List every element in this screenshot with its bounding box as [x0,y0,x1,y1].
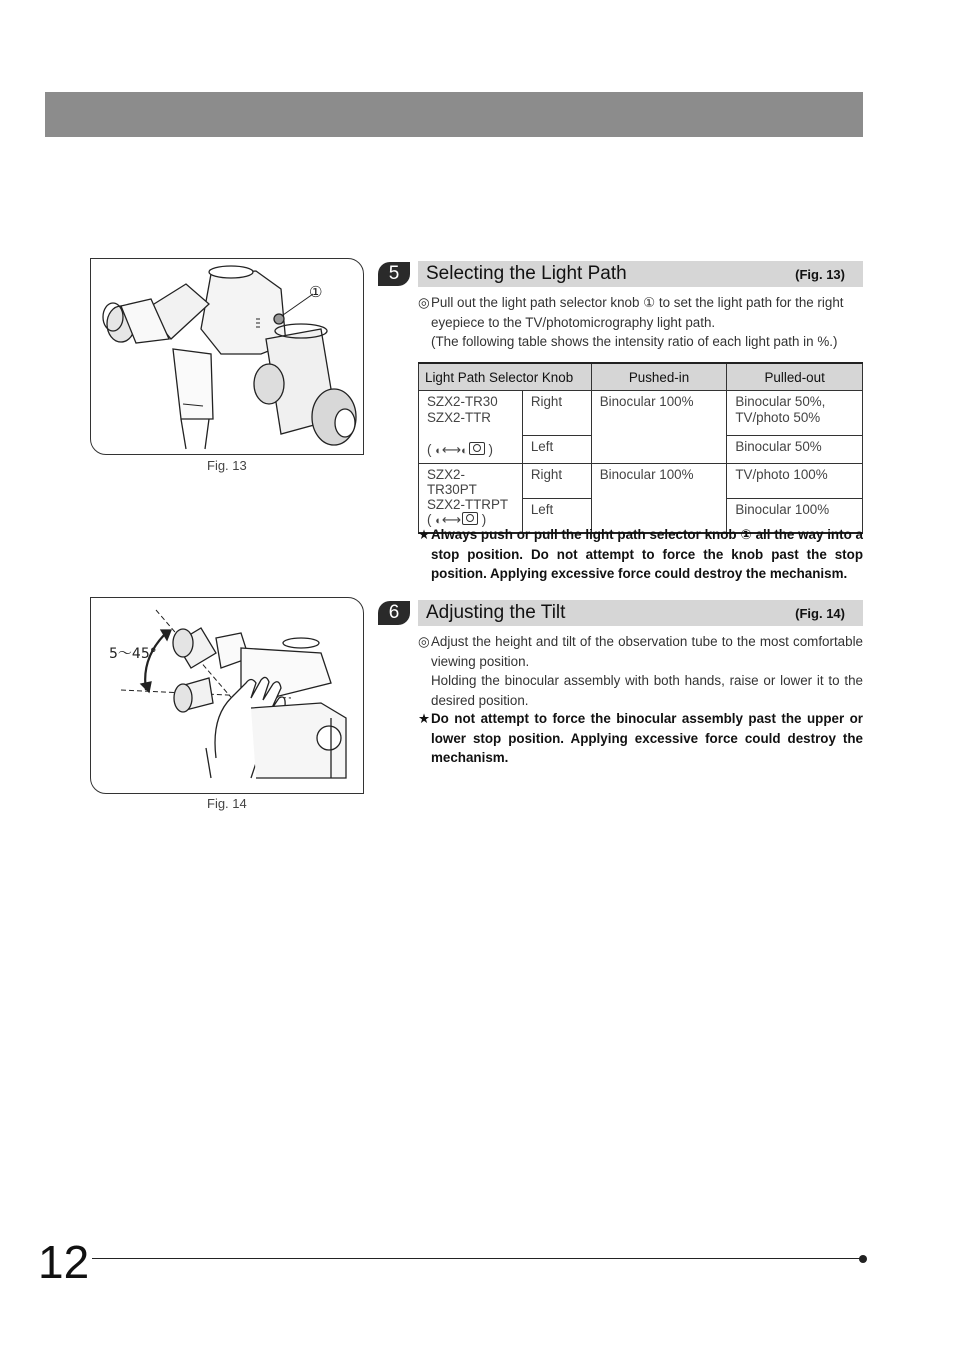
header-knob: Light Path Selector Knob [419,363,592,391]
header-band [45,92,863,137]
figure-13-caption: Fig. 13 [207,458,247,473]
section-5-header [378,261,863,287]
star-icon: ★ [418,527,431,542]
camera-icon [469,442,485,455]
section-6-intro [418,632,863,710]
double-circle-icon: ◎ [418,634,430,649]
pulled-cell: Binocular 50% [727,436,863,464]
section-6-warning-text: Do not attempt to force the binocular assembly past the upper or lower stop position. Applying excessive force could destroy the mechanism. [431,711,863,765]
section-5-title: Selecting the Light Path [426,263,627,284]
section-5-intro-text: Pull out the light path selector knob ① to set the light path for the right eyepiece to the TV/photomicrography light path. [431,295,844,330]
side-cell: Right [522,464,591,499]
double-circle-icon: ◎ [418,295,430,310]
tilt-illustration [91,598,363,793]
pulled-cell: Binocular 100% [727,498,863,533]
section-6-intro-text: Adjust the height and tilt of the observation tube to the most comfortable viewing position. [431,634,863,669]
section-5-warning-text: Always push or pull the light path selector knob ① all the way into a stop position. Do not attempt to force the knob past the stop position. Applying excessive force could destroy the mechanism. [431,527,863,581]
selector-knob-callout: ① [309,283,323,301]
side-cell: Left [522,498,591,533]
pulled-cell: Binocular 50%, TV/photo 50% [727,391,863,436]
footer-rule [92,1258,862,1259]
section-5-intro [418,293,863,352]
microscope-illustration [91,259,363,454]
eye-icon: ◐ [435,445,442,457]
section-6-warning [418,709,863,768]
pushed-cell: Binocular 100% [591,464,727,534]
model-cell-group2 [419,464,523,534]
side-cell: Right [522,391,591,436]
footer-dot [859,1255,867,1263]
section-6-header [378,600,863,626]
figure-14-frame [90,597,364,794]
camera-icon [462,512,478,525]
header-pushed-in: Pushed-in [591,363,727,391]
section-6-number: 6 [378,601,410,625]
figure-14-caption: Fig. 14 [207,796,247,811]
tilt-angle-label: 5～45° [109,646,157,662]
double-arrow-icon: ⟷ [441,512,462,527]
light-path-table [418,362,863,534]
pushed-cell: Binocular 100% [591,391,727,464]
eye-icon: ◐ [435,515,442,527]
star-icon: ★ [418,711,431,726]
path-symbol: ( ◐⟷ ) [427,512,487,527]
header-pulled-out: Pulled-out [727,363,863,391]
section-6-intro-text-2: Holding the binocular assembly with both hands, raise or lower it to the desired position. [431,673,863,708]
section-6-fig-ref: (Fig. 14) [795,606,845,621]
section-5-number: 5 [378,262,410,286]
model-cell-group1 [419,391,523,464]
path-symbol: ( ◐⟷◐ ) [427,442,493,457]
table-header-row [419,363,863,391]
section-6-title: Adjusting the Tilt [426,602,566,623]
table-row [419,464,863,499]
page-number: 12 [38,1236,90,1288]
table-row [419,391,863,436]
section-5-fig-ref: (Fig. 13) [795,267,845,282]
eye-icon: ◐ [461,445,468,457]
model-names: SZX2-TR30 SZX2-TTR [427,394,498,425]
double-arrow-icon: ⟷ [441,442,462,457]
section-5-warning [418,525,863,584]
model-names: SZX2-TR30PT SZX2-TTRPT [427,467,509,512]
section-5-intro-note: (The following table shows the intensity ratio of each light path in %.) [431,334,838,349]
pulled-cell: TV/photo 100% [727,464,863,499]
figure-13-frame [90,258,364,455]
side-cell: Left [522,436,591,464]
